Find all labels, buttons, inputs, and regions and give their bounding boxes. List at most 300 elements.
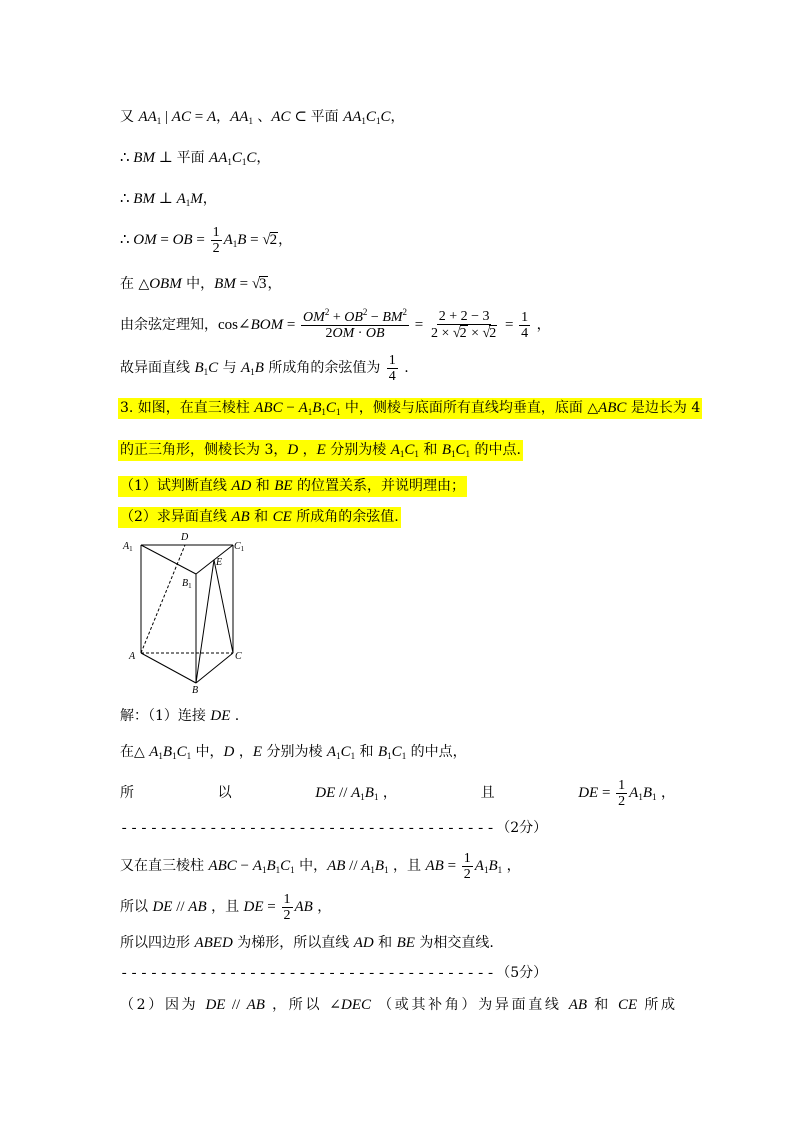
math-symbol: = [156, 232, 173, 248]
math-variable: C [391, 744, 402, 760]
text-run: ， [234, 744, 253, 760]
label-c1: $C_1$ [234, 541, 245, 553]
math-variable: C [365, 109, 376, 125]
fraction-denominator [616, 794, 627, 809]
text-run: 由余弦定理知， [120, 317, 218, 333]
math-variable: B [488, 858, 498, 874]
math-variable: DE [210, 708, 231, 724]
math-variable: A [298, 400, 308, 416]
text-run: ，且 [388, 858, 426, 874]
subscript: 1 [261, 865, 267, 875]
math-symbol: = [246, 232, 263, 248]
text-run: （1）试判断直线 [120, 478, 232, 494]
solution-line-7 [120, 995, 675, 1015]
math-variable: AB [294, 899, 313, 915]
highlight [118, 440, 523, 461]
math-symbol: 2 × [431, 326, 453, 341]
text-run: 的中点， [406, 744, 467, 760]
fraction [387, 353, 398, 384]
text-run: 平面 [176, 150, 210, 166]
math-symbol: = [501, 317, 518, 333]
text-run: ， [502, 858, 521, 874]
text-run: （或其补角）为异面直线 [371, 997, 569, 1013]
math-variable: AB [231, 509, 250, 525]
math-symbol: ∴ [120, 232, 134, 248]
math-variable: ABC [254, 400, 283, 416]
text-run: 中， [294, 858, 328, 874]
subscript: 1 [186, 751, 192, 761]
fraction-numerator [301, 306, 409, 326]
text-run: （2分） [496, 820, 548, 836]
math-variable: AA [138, 109, 157, 125]
math-variable: C [340, 744, 351, 760]
math-variable: OM [133, 232, 157, 248]
subscript: 1 [652, 792, 657, 802]
text-run: （2）因为 [120, 997, 206, 1013]
math-variable: OBM [149, 276, 182, 292]
subscript: 1 [336, 751, 341, 761]
math-variable: DE [152, 899, 173, 915]
math-symbol: // [335, 785, 352, 801]
radicand [259, 276, 268, 291]
subscript: 1 [172, 751, 177, 761]
math-symbol: 1 [521, 309, 529, 325]
math-symbol: ∴ [120, 191, 134, 207]
math-variable: BM [214, 276, 236, 292]
text-run: ， [256, 150, 271, 166]
math-variable: AC [271, 109, 291, 125]
problem-part-1 [120, 476, 467, 496]
fraction [301, 306, 409, 341]
fraction [429, 309, 499, 341]
solution-line-6 [120, 933, 494, 953]
edge-a1-b1 [141, 545, 196, 574]
segment-c-e [214, 560, 233, 653]
math-variable: OM [303, 309, 325, 325]
problem-stem-line-2 [120, 440, 523, 460]
text-run: 分别为棱 [262, 744, 327, 760]
fraction-denominator [282, 908, 293, 923]
subscript: 1 [350, 751, 356, 761]
text-run: 所以四边形 [120, 935, 195, 951]
subscript: 1 [321, 407, 326, 417]
text-run: 分别为棱 [325, 442, 391, 458]
math-variable: OB [172, 232, 193, 248]
text-run: ，所以 ∠ [264, 997, 341, 1013]
prev-solution-line-1 [120, 107, 404, 127]
math-symbol: ∴ [120, 150, 134, 166]
math-variable: M [190, 191, 203, 207]
math-symbol: √ [482, 326, 491, 341]
math-variable: AD [353, 935, 374, 951]
text-run: 以 [217, 785, 232, 801]
math-variable: A [176, 191, 186, 207]
dash-leader: -------------------------------------- [120, 821, 497, 837]
math-variable: AA [209, 150, 228, 166]
superscript: 2 [362, 306, 368, 317]
text-run: 与 [218, 360, 242, 376]
math-variable: C [208, 360, 219, 376]
subscript: 1 [248, 116, 253, 126]
fraction-denominator [211, 241, 222, 256]
text-run: ， [312, 899, 332, 915]
math-variable: CE [272, 509, 292, 525]
math-symbol: 2 [269, 232, 278, 248]
math-symbol: √ [452, 326, 461, 341]
math-variable: A [351, 785, 361, 801]
fraction [616, 778, 627, 809]
text-run: 中，侧棱与底面所有直线均垂直，底面 △ [340, 400, 599, 416]
text-run: 所成 [637, 997, 675, 1013]
fraction-numerator [616, 778, 627, 794]
text-run: ， [278, 232, 293, 248]
math-variable: OB [365, 325, 385, 341]
fraction [211, 225, 222, 256]
text-run: 、 [252, 109, 272, 125]
math-variable: DE [578, 785, 599, 801]
math-symbol: 2 [325, 325, 333, 341]
text-run: 和 [587, 997, 619, 1013]
math-variable: DEC [341, 997, 371, 1013]
highlight [118, 476, 467, 497]
text-run: 是边长为 4 [626, 400, 701, 416]
fraction [519, 310, 530, 341]
math-symbol: · [354, 325, 366, 341]
text-run: 又 [120, 109, 139, 125]
subscript: 1 [156, 116, 162, 126]
text-run: 又在直三棱柱 [120, 858, 209, 874]
math-variable: B [374, 858, 385, 874]
highlight [118, 398, 702, 419]
math-variable: AA [343, 109, 362, 125]
text-run: （5分） [496, 965, 548, 981]
subscript: 1 [483, 865, 489, 875]
subscript: 1 [250, 367, 255, 377]
text-run: 所成角的余弦值为 [263, 360, 385, 376]
text-run: 和 [373, 935, 397, 951]
math-variable: A [474, 858, 484, 874]
math-variable: BE [396, 935, 415, 951]
subscript: 1 [384, 865, 389, 875]
text-group [578, 777, 675, 809]
math-variable: B [364, 785, 374, 801]
label-b1: $B_1$ [182, 578, 192, 590]
math-symbol: ⊂ [290, 109, 311, 125]
math-variable: AA [230, 109, 249, 125]
text-run: 在△ [120, 744, 150, 760]
text-run: ， [298, 442, 317, 458]
prev-solution-line-4 [120, 224, 293, 256]
problem-part-2 [120, 507, 401, 527]
label-a1: $A_1$ [123, 541, 133, 553]
math-variable: C [231, 150, 242, 166]
math-variable: BM [133, 191, 155, 207]
subscript: 1 [399, 449, 405, 459]
solution-line-2 [120, 742, 467, 762]
math-symbol: 1 [388, 352, 396, 368]
math-variable: AB [327, 858, 346, 874]
solution-line-3 [120, 777, 675, 809]
text-group [120, 783, 134, 803]
subscript: 1 [375, 116, 381, 126]
text-run: ， [202, 191, 217, 207]
math-symbol: = [192, 232, 209, 248]
prev-solution-line-2 [120, 148, 270, 168]
math-variable: DE [315, 785, 336, 801]
math-variable: AB [425, 858, 444, 874]
subscript: 1 [638, 792, 643, 802]
math-variable: BOM [250, 317, 284, 333]
fraction-numerator [437, 309, 492, 325]
subscript: 1 [227, 157, 232, 167]
math-symbol: + [329, 309, 345, 325]
math-symbol: 4 [388, 368, 396, 384]
math-variable: A [149, 744, 159, 760]
math-symbol: 4 [521, 325, 529, 341]
radicand [460, 325, 468, 341]
text-run: ，且 [206, 899, 244, 915]
subscript: 1 [387, 751, 392, 761]
math-variable: AB [188, 899, 207, 915]
math-symbol: = [598, 785, 615, 801]
math-symbol: √ [251, 276, 261, 292]
math-symbol: 1 [212, 224, 220, 240]
radicand [270, 232, 279, 247]
math-symbol: 2 + 2 − 3 [438, 309, 490, 324]
dash-leader: -------------------------------------- [120, 966, 497, 982]
subscript: 1 [185, 198, 191, 208]
math-variable: BM [133, 150, 155, 166]
fraction [462, 851, 473, 882]
subscript: 1 [361, 116, 366, 126]
subscript: 1 [373, 792, 379, 802]
edge-b1-c1 [196, 545, 233, 574]
math-variable: C [380, 109, 391, 125]
subscript: 1 [360, 792, 365, 802]
math-variable: A [252, 858, 262, 874]
text-run: 为梯形，所以直线 [232, 935, 354, 951]
segment-a-d-hidden [141, 545, 185, 653]
fraction-numerator [462, 851, 473, 867]
text-run: 的中点. [470, 442, 521, 458]
edge-a-b [141, 653, 196, 683]
math-variable: OM [332, 325, 355, 341]
text-run: 为相交直线. [414, 935, 494, 951]
math-symbol: ⊥ [154, 150, 177, 166]
math-symbol: 3 [259, 276, 267, 292]
math-symbol: = [443, 858, 460, 874]
math-variable: AB [246, 997, 265, 1013]
math-variable: AB [568, 997, 588, 1013]
fraction-denominator [429, 325, 499, 341]
prev-solution-line-5 [120, 274, 282, 294]
text-run: 平面 [310, 109, 344, 125]
fraction-numerator [211, 225, 222, 241]
math-variable: B [266, 858, 276, 874]
label-d: D [181, 532, 189, 543]
solution-line-4 [120, 850, 521, 882]
math-symbol: 2 [459, 326, 467, 341]
segment-b-e [196, 560, 214, 683]
radicand [489, 325, 497, 341]
math-symbol: cos∠ [218, 317, 251, 333]
math-symbol: // [345, 858, 362, 874]
fraction-denominator [519, 326, 530, 341]
subscript: 1 [401, 751, 407, 761]
subscript: 1 [370, 865, 375, 875]
text-run: （2）求异面直线 [120, 509, 232, 525]
math-variable: DE [205, 997, 226, 1013]
subscript: 1 [335, 407, 341, 417]
text-run: 和 [418, 442, 442, 458]
text-run: 在 △ [120, 276, 150, 292]
text-run: . [399, 360, 409, 376]
label-e: E [216, 557, 223, 568]
math-variable: OB [344, 309, 363, 325]
math-symbol: = [190, 109, 207, 125]
math-symbol: × [467, 326, 483, 341]
problem-stem-line-1 [120, 398, 702, 418]
math-symbol: // [172, 899, 189, 915]
text-run: . [230, 708, 240, 724]
text-group [218, 783, 232, 803]
math-symbol: √ [262, 232, 271, 248]
math-variable: AD [231, 478, 252, 494]
text-run: ， [216, 109, 231, 125]
math-variable: A [223, 232, 233, 248]
text-group [481, 783, 495, 803]
subscript: 1 [465, 449, 471, 459]
solution-line-1 [120, 706, 239, 726]
math-variable: E [316, 442, 326, 458]
subscript: 1 [307, 407, 313, 417]
math-symbol: = [411, 317, 427, 333]
math-symbol: − [236, 858, 253, 874]
math-symbol: | [161, 109, 172, 125]
math-variable: B [162, 744, 173, 760]
math-variable: B [254, 360, 264, 376]
math-symbol: 1 [618, 777, 626, 793]
label-c: C [235, 651, 242, 662]
math-symbol: = [283, 317, 300, 333]
math-variable: ABED [194, 935, 233, 951]
highlight [118, 507, 401, 528]
prev-solution-line-7 [120, 352, 409, 384]
superscript: 2 [402, 306, 408, 317]
math-variable: A [390, 442, 400, 458]
math-variable: B [642, 785, 653, 801]
math-symbol: // [225, 997, 247, 1013]
math-variable: CE [618, 997, 638, 1013]
prism-figure [115, 530, 255, 700]
math-variable: C [325, 400, 336, 416]
text-run: ， [378, 785, 397, 801]
math-symbol: 2 [283, 907, 291, 923]
math-symbol: = [263, 899, 280, 915]
math-variable: A [361, 858, 371, 874]
math-variable: B [441, 442, 451, 458]
fraction-numerator [282, 892, 293, 908]
math-symbol: − [367, 309, 383, 325]
math-variable: A [206, 109, 217, 125]
text-run: 中， [181, 276, 215, 292]
math-variable: C [404, 442, 415, 458]
text-group [315, 783, 397, 803]
text-run: 所 [120, 785, 134, 801]
math-symbol: 2 [489, 326, 497, 341]
math-variable: C [246, 150, 257, 166]
subscript: 1 [414, 449, 419, 459]
math-variable: BM [382, 309, 403, 325]
math-variable: C [455, 442, 466, 458]
subscript: 1 [451, 449, 456, 459]
math-variable: A [326, 744, 337, 760]
math-variable: A [629, 785, 639, 801]
math-variable: B [312, 400, 322, 416]
text-run: 所以 [120, 899, 153, 915]
math-variable: D [223, 744, 235, 760]
fraction-denominator [323, 326, 386, 341]
text-run: 3. 如图，在直三棱柱 [120, 400, 255, 416]
subscript: 1 [203, 367, 209, 377]
math-symbol: 2 [463, 866, 471, 882]
subscript: 1 [232, 239, 238, 249]
math-symbol: 1 [283, 891, 291, 907]
text-run: 且 [480, 785, 495, 801]
prev-solution-line-3 [120, 189, 217, 209]
subscript: 1 [290, 865, 295, 875]
text-run: 解：（1）连接 [120, 708, 211, 724]
fraction-numerator [387, 353, 398, 369]
text-run: ， [656, 785, 675, 801]
math-symbol: ⊥ [154, 191, 177, 207]
math-variable: B [237, 232, 247, 248]
math-symbol: 1 [463, 850, 471, 866]
fraction-numerator [519, 310, 530, 326]
math-symbol: 2 [212, 240, 220, 256]
solution-line-5 [120, 891, 332, 923]
math-variable: DE [243, 899, 264, 915]
math-variable: ABC [598, 400, 627, 416]
text-run: ， [390, 109, 405, 125]
score-line-5-points [120, 963, 547, 983]
subscript: 1 [241, 157, 247, 167]
subscript: 1 [497, 865, 503, 875]
math-variable: D [287, 442, 299, 458]
label-a: A [129, 651, 136, 662]
prev-solution-line-6 [120, 306, 551, 341]
subscript: 1 [158, 751, 163, 761]
fraction-denominator [387, 369, 398, 384]
math-symbol: 2 [618, 793, 626, 809]
text-run: 的位置关系，并说明理由； [292, 478, 466, 494]
math-symbol: − [282, 400, 299, 416]
text-run: 和 [249, 509, 273, 525]
math-variable: E [252, 744, 262, 760]
text-run: 和 [251, 478, 275, 494]
math-variable: C [280, 858, 291, 874]
fraction [282, 892, 293, 923]
text-run: 和 [355, 744, 378, 760]
text-run: ， [267, 276, 282, 292]
math-variable: A [241, 360, 251, 376]
math-variable: ABC [208, 858, 237, 874]
text-run: ， [532, 317, 551, 333]
subscript: 1 [275, 865, 281, 875]
text-run: 故异面直线 [120, 360, 195, 376]
fraction-denominator [462, 867, 473, 882]
score-line-2-points [120, 818, 547, 838]
